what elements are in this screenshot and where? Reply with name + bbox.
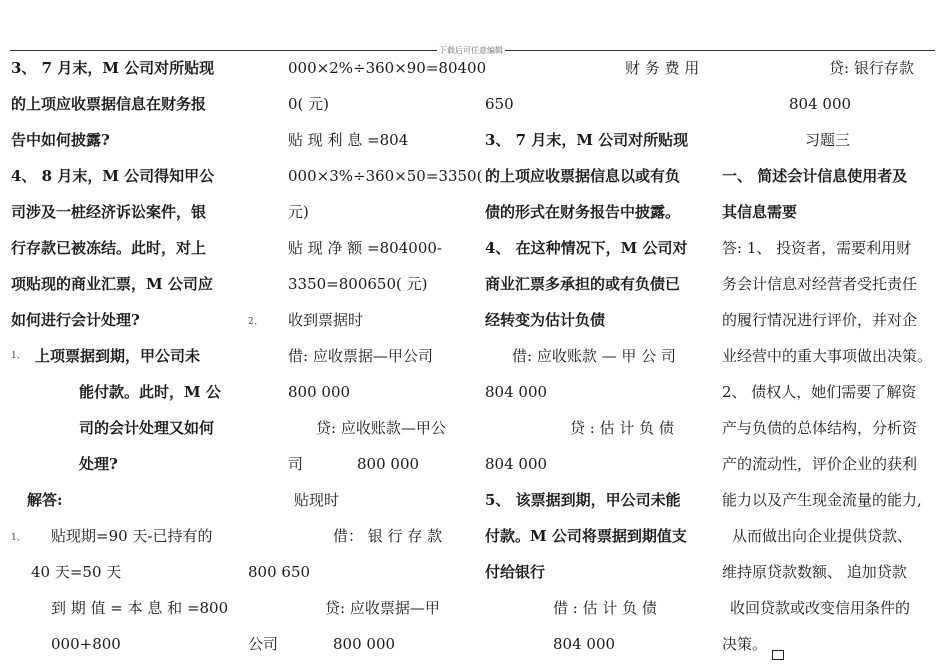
question-3-text: 的上项应收票据信息在财务报	[11, 95, 207, 113]
section-heading: 其信息需要	[722, 203, 798, 221]
journal-entry: 800 000	[288, 383, 351, 401]
watermark-text: 下载后可任意编辑	[439, 46, 503, 55]
answer-text: 产与负债的总体结构，分析资	[722, 419, 918, 437]
journal-entry: 804 000	[485, 455, 548, 473]
calc-text: 贴 现 净 额 =804000-	[288, 239, 442, 257]
answer-text: 维持原贷款数额、 追加贷款	[722, 563, 907, 581]
journal-entry: 借: 应收账款 — 甲 公 司	[512, 347, 676, 365]
answer-text: 答: 1、 投资者，需要利用财	[722, 239, 912, 257]
entry-label: 贴现时	[294, 491, 340, 509]
journal-entry: 财 务 费 用	[625, 59, 700, 77]
answer-heading: 解答:	[27, 491, 63, 509]
calc-text: 0( 元)	[288, 95, 330, 113]
answer-text: 从而做出向企业提供贷款、	[732, 527, 913, 545]
answer-text: 务会计信息对经营者受托责任	[722, 275, 918, 293]
journal-entry: 贷: 应收票据—甲	[325, 599, 440, 617]
answer-text: 的履行情况进行评价，并对企	[722, 311, 918, 329]
answer-text: 000+800	[51, 635, 121, 653]
question-4-text: 行存款已被冻结。此时，对上	[11, 239, 207, 257]
answer-text: 产的流动性，评价企业的获利	[722, 455, 918, 473]
question-5-text: 处理?	[79, 455, 118, 473]
answer-text: 2、 债权人，她们需要了解资	[722, 383, 917, 401]
answer-text: 决策。	[722, 635, 768, 653]
calc-text: 3350=800650( 元)	[288, 275, 428, 293]
answer-3-text: 债的形式在财务报告中披露。	[485, 203, 681, 221]
journal-entry: 800 650	[248, 563, 311, 581]
journal-entry: 贷: 银行存款	[829, 59, 914, 77]
journal-entry: 804 000	[789, 95, 852, 113]
question-4-text: 如何进行会计处理?	[11, 311, 140, 329]
answer-4-text: 商业汇票多承担的或有负债已	[485, 275, 681, 293]
question-4-text: 4、 8 月末，M 公司得知甲公	[11, 167, 215, 185]
journal-entry: 司	[288, 455, 304, 473]
answer-4-text: 4、 在这种情况下，M 公司对	[485, 239, 688, 257]
answer-3-text: 的上项应收票据信息以或有负	[485, 167, 681, 185]
section-heading: 一、 简述会计信息使用者及	[722, 167, 908, 185]
answer-5-text: 5、 该票据到期，甲公司未能	[485, 491, 681, 509]
question-5-text: 上项票据到期，甲公司未	[35, 347, 201, 365]
answer-3-text: 3、 7 月末，M 公司对所贴现	[485, 131, 689, 149]
journal-entry: 800 000	[357, 455, 420, 473]
calc-text: 000×2%÷360×90=80400	[288, 59, 487, 77]
calc-text: 元)	[288, 203, 309, 221]
answer-text: 能力以及产生现金流量的能力,	[722, 491, 922, 509]
question-5-text: 司的会计处理又如何	[79, 419, 215, 437]
journal-entry: 贷 : 估 计 负 债	[570, 419, 674, 437]
journal-entry: 贷: 应收账款—甲公	[316, 419, 446, 437]
list-marker: 1、	[11, 351, 26, 361]
calc-text: 贴 现 利 息 =804	[288, 131, 409, 149]
journal-entry: 公司	[248, 635, 279, 653]
answer-text: 业经营中的重大事项做出决策。	[722, 347, 933, 365]
journal-entry: 借： 银 行 存 款	[333, 527, 443, 545]
question-5-text: 能付款。此时，M 公	[79, 383, 221, 401]
question-4-text: 项贴现的商业汇票，M 公司应	[11, 275, 213, 293]
answer-4-text: 经转变为估计负债	[485, 311, 606, 329]
box-icon	[772, 650, 784, 660]
journal-entry: 借: 应收票据—甲公司	[288, 347, 433, 365]
entry-label: 收到票据时	[288, 311, 364, 329]
journal-entry: 804 000	[485, 383, 548, 401]
exercise-title: 习题三	[805, 131, 851, 149]
question-3-text: 告中如何披露?	[11, 131, 110, 149]
answer-text: 贴现期=90 天-已持有的	[51, 527, 213, 545]
list-marker: 1、	[11, 533, 26, 543]
list-marker: 2、	[248, 317, 263, 327]
question-4-text: 司涉及一桩经济诉讼案件，银	[11, 203, 207, 221]
calc-text: 000×3%÷360×50=3350(	[288, 167, 483, 185]
journal-entry: 800 000	[333, 635, 396, 653]
answer-5-text: 付款。M 公司将票据到期值支	[485, 527, 687, 545]
journal-entry: 借 : 估 计 负 债	[553, 599, 657, 617]
journal-entry: 804 000	[553, 635, 616, 653]
journal-entry: 650	[485, 95, 514, 113]
answer-text: 到 期 值 = 本 息 和 =800	[51, 599, 229, 617]
answer-text: 收回贷款或改变信用条件的	[730, 599, 911, 617]
question-3-text: 3、 7 月末，M 公司对所贴现	[11, 59, 215, 77]
answer-text: 40 天=50 天	[31, 563, 122, 581]
answer-5-text: 付给银行	[485, 563, 546, 581]
